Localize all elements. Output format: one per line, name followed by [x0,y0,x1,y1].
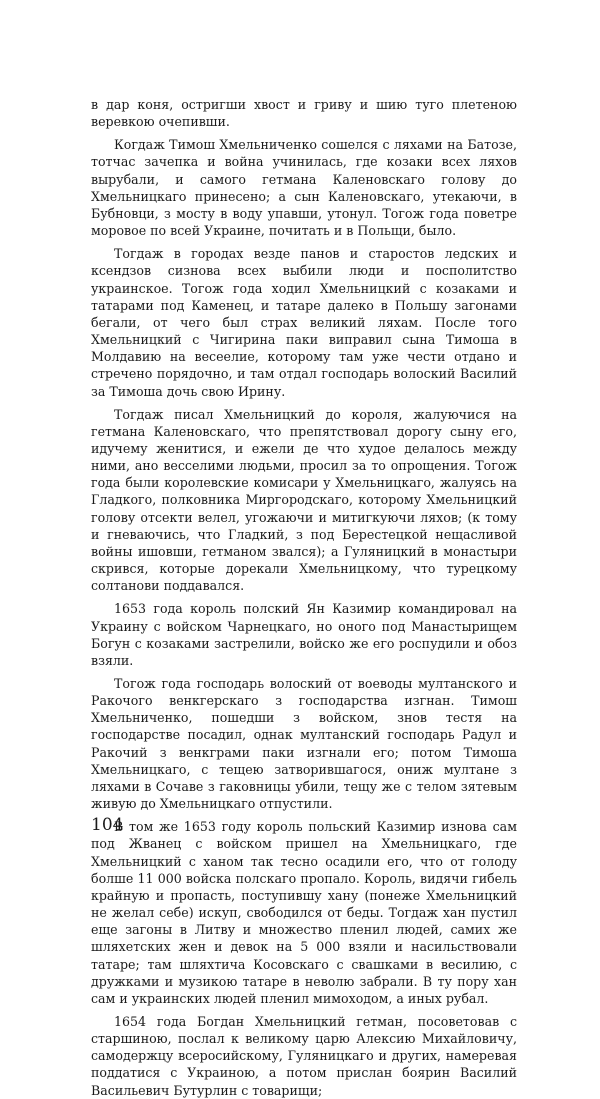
paragraph: Когдаж Тимош Хмельниченко сошелся с ляхами на Батозе, тотчас зачепка и война учинилась, где козаки всех ляхов вырубали, и самого гетмана Каленовскаго голову до Хмельницкаго принесено; а сын Каленовскаго, утекаючи, в Бубновци, з мосту в воду упавши, утонул. Тогож года поветре моровое по всей Украине, почитать и в Польщи, было. [91,137,517,239]
paragraph: Тогдаж в городах везде панов и старостов ледских и ксендзов сизнова всех выбили люди и посполитство украинское. Тогож года ходил Хмельницкий с козаками и татарами под Каменец, и татаре далеко в Польшу загонами бегали, от чего был страх великий ляхам. После того Хмельницкий с Чигирина паки виправил сына Тимоша в Молдавию на весеелие, которому там уже чести отдано и стречено порядочно, и там отдал господарь волоский Василий за Тимоша дочь свою Ирину. [91,246,517,399]
paragraph: Тогож года господарь волоский от воеводы мултанского и Ракочого венкгерскаго з господарства изгнан. Тимош Хмельниченко, пошедши з войском, знов тестя на господарстве посадил, однак мултанский господарь Радул и Ракочий з венкграми паки изгнали его; потом Тимоша Хмельницкаго, с тещею затворившагося, ониж мултане з ляхами в Сочаве з гаковницы убили, тещу же с телом зятевым живую до Хмельницкаго отпустили. [91,676,517,812]
paragraph: в дар коня, остригши хвост и гриву и шию туго плетеною веревкою очепивши. [91,97,517,130]
paragraph: В том же 1653 году король польский Казимир изнова сам под Жванец с войском пришел на Хмельницкаго, где Хмельницкий с ханом так тесно осадили его, что от голоду болше 11 000 войска полскаго пропало. Король, видячи гибель крайную и пропасть, поступившу хану (понеже Хмельницкий не желал себе) искуп, свободился от беды. Тогдаж хан пустил еще загоны в Литву и множество пленил людей, самих же шляхетских жен и девок на 5 000 взяли и насильствовали татаре; там шляхтича Косовскаго с свашками в весилию, с дружками и музикою татаре в неволю забрали. В ту пору хан сам и украинских людей пленил мимоходом, а иных рубал. [91,819,517,1006]
paragraph: Тогдаж писал Хмельницкий до короля, жалуючися на гетмана Каленовскаго, что препятствовал дорогу сыну его, идучему женитися, и ежели де что худое делалось между ними, ано весселими людьми, просил за то опрощения. Тогож года были королевские комисари у Хмельницкаго, жалуясь на Гладкого, полковника Миргородскаго, которому Хмельницкий голову отсекти велел, угожаючи и митигкуючи ляхов; (к тому и гневаючись, что Гладкий, з под Берестецкой нещасливой войны ишовши, гетманом звался); а Гуляницкий в монастыри скрився, которые дорекали Хмельницкому, что турецкому солтанови поддавался. [91,406,517,594]
paragraph: 1653 года король полский Ян Казимир командировал на Украину с войском Чарнецкаго, но оного под Манастырищем Богун с козаками застрелили, войско же его роспудили и обоз взяли. [91,601,517,668]
page-text-block [91,96,517,1099]
paragraph: 1654 года Богдан Хмельницкий гетман, посоветовав с старшиною, послал к великому царю Алексию Михайловичу, самодержцу всеросийскому, Гуляницкаго и других, намеревая поддатися с Украиною, а потом прислан боярин Василий Васильевич Бутурлин с товарищи; [91,1013,517,1098]
page-number: 104 [91,815,124,835]
